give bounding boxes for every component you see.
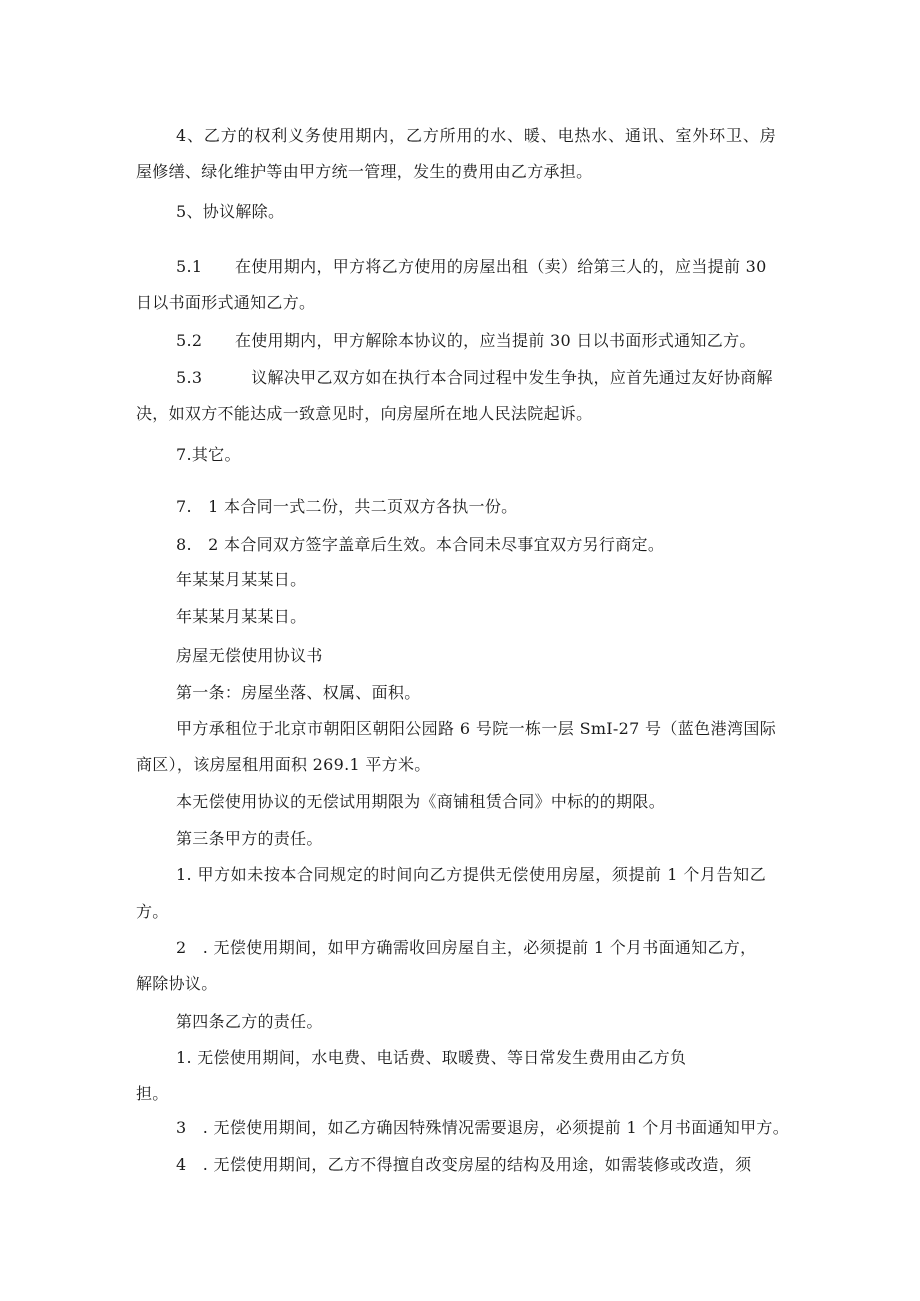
- paragraph-line: 屋修缮、绿化维护等由甲方统一管理，发生的费用由乙方承担。: [136, 162, 593, 181]
- document-title: 房屋无偿使用协议书: [176, 646, 323, 665]
- paragraph-line: 4 . 无偿使用期间，乙方不得擅自改变房屋的结构及用途，如需装修或改造，须: [176, 1155, 752, 1174]
- article-heading: 第四条乙方的责任。: [176, 1012, 323, 1031]
- paragraph-line: 解除协议。: [136, 974, 218, 993]
- paragraph-line: 5.3 议解决甲乙双方如在执行本合同过程中发生争执，应首先通过友好协商解: [176, 368, 773, 387]
- paragraph-line: 5.1 在使用期内，甲方将乙方使用的房屋出租（卖）给第三人的，应当提前 30: [176, 257, 767, 276]
- paragraph-line: 本无偿使用协议的无偿试用期限为《商铺租赁合同》中标的的期限。: [176, 792, 666, 811]
- paragraph-line: 商区），该房屋租用面积 269.1 平方米。: [136, 755, 431, 774]
- paragraph-line: 8. 2 本合同双方签字盖章后生效。本合同未尽事宜双方另行商定。: [176, 535, 665, 554]
- date-line: 年某某月某某日。: [176, 570, 307, 589]
- paragraph-line: 4、乙方的权利义务使用期内，乙方所用的水、暖、电热水、通讯、室外环卫、房: [176, 126, 776, 145]
- paragraph-line: 7. 1 本合同一式二份，共二页双方各执一份。: [176, 497, 518, 516]
- paragraph-line: 3 . 无偿使用期间，如乙方确因特殊情况需要退房，必须提前 1 个月书面通知甲方。: [176, 1118, 790, 1137]
- section-heading: 7.其它。: [176, 445, 241, 464]
- article-heading: 第三条甲方的责任。: [176, 829, 323, 848]
- paragraph-line: 甲方承租位于北京市朝阳区朝阳公园路 6 号院一栋一层 SmI-27 号（蓝色港湾国际: [176, 719, 776, 738]
- paragraph-line: 方。: [136, 902, 169, 921]
- paragraph-line: 1. 无偿使用期间，水电费、电话费、取暖费、等日常发生费用由乙方负: [176, 1048, 687, 1067]
- date-line: 年某某月某某日。: [176, 607, 307, 626]
- article-heading: 第一条：房屋坐落、权属、面积。: [176, 683, 421, 702]
- paragraph-line: 担。: [136, 1084, 169, 1103]
- paragraph-line: 2 . 无偿使用期间，如甲方确需收回房屋自主，必须提前 1 个月书面通知乙方，: [176, 938, 757, 957]
- paragraph-line: 1. 甲方如未按本合同规定的时间向乙方提供无偿使用房屋，须提前 1 个月告知乙: [176, 865, 766, 884]
- paragraph-line: 决，如双方不能达成一致意见时，向房屋所在地人民法院起诉。: [136, 404, 593, 423]
- paragraph-line: 5.2 在使用期内，甲方解除本协议的，应当提前 30 日以书面形式通知乙方。: [176, 331, 756, 350]
- section-heading: 5、协议解除。: [176, 202, 285, 221]
- paragraph-line: 日以书面形式通知乙方。: [136, 293, 316, 312]
